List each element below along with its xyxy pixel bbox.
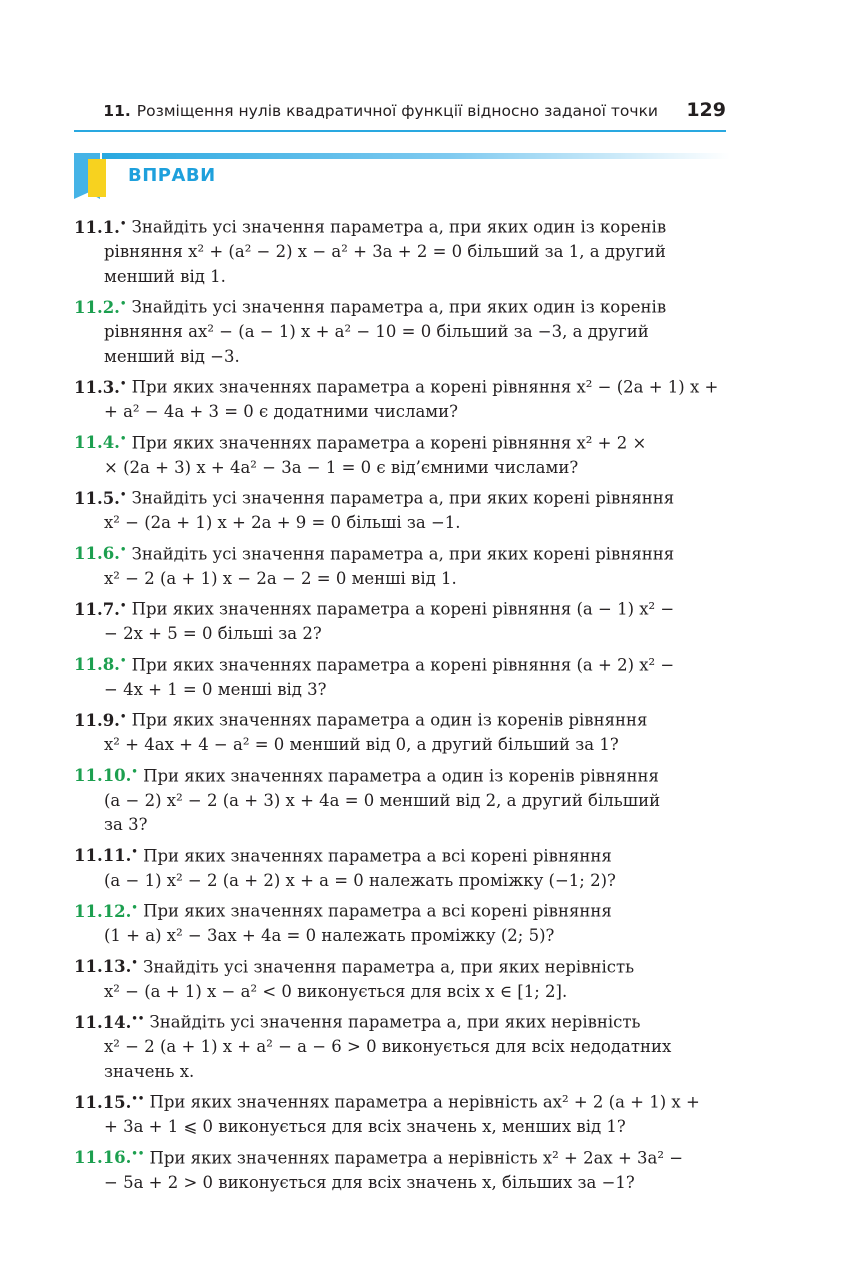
exercise-text: за 3? [104, 815, 148, 834]
exercise-item [74, 1007, 726, 1084]
exercise-continuation-line [74, 320, 726, 345]
exercise-text: Знайдіть усі значення параметра a, при яких один із коренів [131, 297, 667, 317]
exercise-number: 11.15.•• [74, 1092, 145, 1112]
difficulty-marker: •• [131, 1148, 145, 1160]
exercise-continuation-line [74, 240, 726, 265]
exercise-text: При яких значеннях параметра a корені рівняння x² + 2 × [131, 433, 647, 452]
exercise-text: При яких значеннях параметра a нерівність ax² + 2 (a + 1) x + [149, 1092, 700, 1112]
exercise-item [74, 761, 726, 838]
difficulty-marker: •• [131, 1013, 145, 1024]
exercise-first-line [74, 428, 726, 456]
exercise-number: 11.4.• [74, 433, 127, 452]
exercise-item [74, 539, 726, 592]
exercise-item [74, 292, 726, 369]
header-divider [74, 130, 726, 132]
exercise-first-line [74, 1007, 726, 1035]
exercise-continuation-line [74, 265, 726, 290]
exercise-item [74, 428, 726, 481]
exercise-first-line [74, 1143, 726, 1171]
exercise-text: × (2a + 3) x + 4a² − 3a − 1 = 0 є від’ємними числами? [104, 457, 579, 477]
exercise-number: 11.14.•• [74, 1012, 145, 1032]
exercise-continuation-line [74, 456, 726, 481]
exercise-text: + a² − 4a + 3 = 0 є додатними числами? [104, 402, 458, 421]
exercise-text: При яких значеннях параметра a всі корені рівняння [143, 901, 612, 921]
exercise-item [74, 896, 726, 949]
exercise-continuation-line [74, 678, 726, 703]
exercise-number: 11.1.• [74, 217, 127, 237]
page-number: 129 [686, 99, 726, 121]
exercise-continuation-line [74, 622, 726, 647]
exercise-first-line [74, 650, 726, 678]
exercise-text: x² − 2 (a + 1) x − 2a − 2 = 0 менші від 1. [104, 568, 457, 588]
exercise-item [74, 650, 726, 703]
difficulty-marker: • [119, 711, 127, 722]
exercise-text: При яких значеннях параметра a один із коренів рівняння [143, 766, 659, 785]
exercise-continuation-line [74, 567, 726, 592]
difficulty-marker: • [119, 600, 127, 611]
running-head [103, 102, 658, 120]
exercise-text: Знайдіть усі значення параметра a, при яких нерівність [149, 1012, 641, 1032]
exercise-text: рівняння x² + (a² − 2) x − a² + 3a + 2 = 0 більший за 1, а другий [104, 242, 666, 261]
exercise-text: x² − (a + 1) x − a² < 0 виконується для всіх x ∈ [1; 2]. [104, 981, 568, 1001]
section-number: 11. [103, 102, 131, 120]
exercise-number: 11.2.• [74, 297, 127, 317]
difficulty-marker: • [119, 544, 127, 556]
exercise-first-line [74, 372, 726, 400]
exercise-number: 11.5.• [74, 488, 127, 508]
exercise-continuation-line [74, 869, 726, 894]
section-banner [74, 153, 730, 201]
exercise-item [74, 841, 726, 894]
difficulty-marker: • [119, 298, 127, 309]
exercise-text: (a − 2) x² − 2 (a + 3) x + 4a = 0 менший від 2, а другий більший [104, 790, 661, 810]
exercise-text: При яких значеннях параметра a корені рівняння x² − (2a + 1) x + [131, 377, 719, 397]
exercise-first-line [74, 705, 726, 733]
difficulty-marker: • [119, 655, 127, 667]
difficulty-marker: • [131, 957, 138, 969]
exercise-continuation-line [74, 733, 726, 758]
exercise-text: x² + 4ax + 4 − a² = 0 менший від 0, а другий більший за 1? [104, 735, 619, 754]
exercise-first-line [74, 896, 726, 924]
exercise-item [74, 212, 726, 289]
exercise-text: Знайдіть усі значення параметра a, при яких корені рівняння [131, 488, 675, 508]
exercise-continuation-line [74, 789, 726, 814]
exercise-text: − 5a + 2 > 0 виконується для всіх значень x, більших за −1? [104, 1172, 635, 1192]
difficulty-marker: •• [131, 1093, 145, 1104]
difficulty-marker: • [119, 218, 127, 229]
exercise-text: Знайдіть усі значення параметра a, при яких нерівність [143, 957, 635, 976]
exercise-text: − 2x + 5 = 0 більші за 2? [104, 624, 322, 643]
exercise-text: (1 + a) x² − 3ax + 4a = 0 належать проміжку (2; 5)? [104, 926, 555, 945]
exercise-number: 11.3.• [74, 377, 127, 397]
exercise-first-line [74, 594, 726, 622]
difficulty-marker: • [131, 902, 138, 913]
exercise-text: менший від 1. [104, 266, 226, 286]
exercise-number: 11.8.• [74, 655, 127, 674]
exercise-number: 11.10.• [74, 766, 138, 785]
exercise-text: При яких значеннях параметра a нерівність x² + 2ax + 3a² − [149, 1148, 684, 1167]
exercise-text: При яких значеннях параметра a всі корені рівняння [143, 846, 612, 865]
page-header [74, 98, 726, 128]
exercise-text: Знайдіть усі значення параметра a, при яких корені рівняння [131, 544, 675, 563]
exercise-text: При яких значеннях параметра a один із коренів рівняння [131, 710, 648, 730]
exercise-item [74, 1087, 726, 1140]
exercise-text: значень x. [104, 1061, 195, 1081]
exercise-continuation-line [74, 980, 726, 1005]
bookmark-accent [88, 159, 106, 197]
exercise-number: 11.13.• [74, 957, 138, 976]
exercise-first-line [74, 1087, 726, 1115]
exercise-continuation-line [74, 345, 726, 370]
exercise-continuation-line [74, 1060, 726, 1085]
exercise-item [74, 372, 726, 425]
exercise-text: менший від −3. [104, 346, 240, 366]
exercise-item [74, 952, 726, 1005]
exercise-text: x² − (2a + 1) x + 2a + 9 = 0 більші за −1. [104, 513, 461, 532]
exercise-continuation-line [74, 1171, 726, 1196]
difficulty-marker: • [119, 433, 127, 445]
exercise-continuation-line [74, 924, 726, 949]
exercise-first-line [74, 539, 726, 567]
exercise-first-line [74, 952, 726, 980]
exercise-text: (a − 1) x² − 2 (a + 2) x + a = 0 належать проміжку (−1; 2)? [104, 870, 616, 890]
section-title: Розміщення нулів квадратичної функції відносно заданої точки [136, 102, 658, 120]
exercise-text: x² − 2 (a + 1) x + a² − a − 6 > 0 виконується для всіх недодатних [104, 1037, 672, 1056]
exercise-continuation-line [74, 1035, 726, 1060]
exercise-number: 11.11.• [74, 846, 138, 865]
exercise-text: При яких значеннях параметра a корені рівняння (a − 1) x² − [131, 599, 675, 619]
exercise-list [74, 212, 726, 1198]
difficulty-marker: • [119, 489, 127, 500]
exercise-number: 11.12.• [74, 901, 138, 921]
exercise-text: При яких значеннях параметра a корені рівняння (a + 2) x² − [131, 655, 675, 674]
exercise-text: − 4x + 1 = 0 менші від 3? [104, 679, 327, 699]
exercise-first-line [74, 483, 726, 511]
banner-strip [102, 153, 730, 159]
difficulty-marker: • [131, 766, 138, 778]
exercise-first-line [74, 212, 726, 240]
exercise-first-line [74, 761, 726, 789]
exercise-text: рівняння ax² − (a − 1) x + a² − 10 = 0 більший за −3, а другий [104, 322, 649, 341]
exercise-item [74, 483, 726, 536]
difficulty-marker: • [131, 846, 138, 858]
exercise-number: 11.7.• [74, 599, 127, 619]
exercise-text: Знайдіть усі значення параметра a, при яких один із коренів [131, 217, 667, 237]
exercise-item [74, 1143, 726, 1196]
exercise-continuation-line [74, 511, 726, 536]
exercise-number: 11.16.•• [74, 1148, 145, 1167]
exercise-first-line [74, 292, 726, 320]
exercise-number: 11.9.• [74, 710, 127, 730]
exercise-continuation-line [74, 1115, 726, 1140]
exercise-item [74, 705, 726, 758]
exercise-first-line [74, 841, 726, 869]
exercise-item [74, 594, 726, 647]
section-heading: ВПРАВИ [128, 165, 216, 186]
difficulty-marker: • [119, 378, 127, 389]
exercise-number: 11.6.• [74, 544, 127, 563]
exercise-continuation-line [74, 400, 726, 425]
exercise-continuation-line [74, 813, 726, 838]
exercise-text: + 3a + 1 ⩽ 0 виконується для всіх значень x, менших від 1? [104, 1117, 626, 1136]
